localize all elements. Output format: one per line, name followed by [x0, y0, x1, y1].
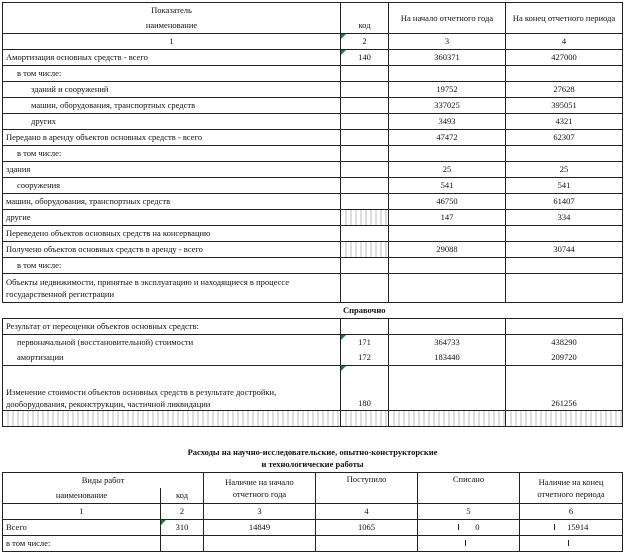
row-code — [341, 66, 389, 82]
header-start: Наличие на начало отчетного года — [204, 473, 316, 504]
row-code — [341, 194, 389, 210]
header-received: Поступило — [316, 473, 418, 504]
table-row — [3, 66, 623, 82]
table-row — [3, 210, 623, 226]
table2-header-row-1 — [3, 473, 623, 489]
row-end: 427000 — [506, 50, 623, 66]
row-start: 47472 — [389, 130, 506, 146]
row-start — [389, 366, 506, 411]
col-number-4: 4 — [506, 34, 623, 50]
row-name: машин, оборудования, транспортных средств — [3, 194, 341, 210]
table-row — [3, 366, 623, 411]
col-number-3: 3 — [389, 34, 506, 50]
row-code — [341, 210, 389, 226]
spacer-row — [3, 411, 623, 427]
table2-number-row — [3, 504, 623, 520]
table-row — [3, 350, 623, 366]
row-start — [389, 258, 506, 274]
row-name: сооружения — [3, 178, 341, 194]
row-name: Всего — [3, 520, 161, 536]
spacer-cell — [341, 411, 389, 427]
row-name: Переведено объектов основных средств на консервацию — [3, 226, 341, 242]
row-end: 27628 — [506, 82, 623, 98]
col-number-3: 3 — [204, 504, 316, 520]
table1-number-row — [3, 34, 623, 50]
row-code — [341, 274, 389, 303]
reference-empty — [389, 303, 506, 319]
row-end: 25 — [506, 162, 623, 178]
fixed-assets-table — [2, 2, 623, 427]
row-code: 171 — [341, 335, 389, 351]
rnd-title-line-2: и технологические работы — [261, 459, 364, 469]
col-number-1: 1 — [3, 34, 341, 50]
table-row — [3, 114, 623, 130]
revaluation-title-row — [3, 319, 623, 335]
row-end — [506, 274, 623, 303]
row-name: в том числе: — [3, 258, 341, 274]
row-end: 261256 — [506, 366, 623, 411]
header-name: наименование — [3, 488, 161, 504]
row-received — [316, 536, 418, 552]
col-number-2: 2 — [341, 34, 389, 50]
row-start: 541 — [389, 178, 506, 194]
row-start: 3493 — [389, 114, 506, 130]
rnd-title-line-1: Расходы на научно-исследовательские, опытно-конструкторские — [187, 447, 438, 457]
reference-empty — [506, 303, 623, 319]
table-row — [3, 178, 623, 194]
row-code — [341, 242, 389, 258]
row-start — [389, 146, 506, 162]
col-number-1: 1 — [3, 504, 161, 520]
header-empty — [341, 3, 389, 19]
row-name: зданий и сооружений — [3, 82, 341, 98]
row-start: 360371 — [389, 50, 506, 66]
row-code — [341, 162, 389, 178]
row-name: других — [3, 114, 341, 130]
row-start: 147 — [389, 210, 506, 226]
row-end-value: 15914 — [567, 522, 589, 532]
row-end — [520, 536, 623, 552]
rnd-expenses-table — [2, 472, 623, 552]
row-code — [341, 130, 389, 146]
row-start — [389, 226, 506, 242]
revaluation-code-empty — [341, 319, 389, 335]
row-end — [520, 520, 623, 536]
row-name: в том числе: — [3, 536, 161, 552]
col-number-6: 6 — [520, 504, 623, 520]
revaluation-end-empty — [506, 319, 623, 335]
table-row — [3, 274, 623, 303]
bracket-mark — [568, 540, 575, 546]
row-name: в том числе: — [3, 146, 341, 162]
table1-header-row-1 — [3, 3, 623, 19]
row-name: здания — [3, 162, 341, 178]
row-end: 4321 — [506, 114, 623, 130]
header-code: код — [161, 488, 204, 504]
row-code — [341, 98, 389, 114]
row-name: амортизации — [3, 350, 341, 366]
row-start: 46750 — [389, 194, 506, 210]
row-end: 61407 — [506, 194, 623, 210]
row-name: Объекты недвижимости, принятые в эксплуатацию и находящиеся в процессе государственной регистрации — [3, 274, 341, 303]
row-end: 438290 — [506, 335, 623, 351]
row-start: 19752 — [389, 82, 506, 98]
table-row — [3, 162, 623, 178]
row-start — [389, 66, 506, 82]
revaluation-start-empty — [389, 319, 506, 335]
table-row — [3, 194, 623, 210]
table-row — [3, 520, 623, 536]
row-end: 334 — [506, 210, 623, 226]
reference-row — [3, 303, 623, 319]
row-code: 310 — [161, 520, 204, 536]
row-end: 395051 — [506, 98, 623, 114]
spacer-cell — [389, 411, 506, 427]
row-start — [389, 274, 506, 303]
row-name: Получено объектов основных средств в аренду - всего — [3, 242, 341, 258]
row-written-off — [418, 520, 520, 536]
header-end: На конец отчетного периода — [506, 3, 623, 34]
table-row — [3, 98, 623, 114]
header-indicator: Показатель — [3, 3, 341, 19]
row-start — [204, 536, 316, 552]
row-code — [341, 226, 389, 242]
header-kinds: Виды работ — [3, 473, 204, 489]
table-row — [3, 146, 623, 162]
row-code: 140 — [341, 50, 389, 66]
row-start: 364733 — [389, 335, 506, 351]
row-code — [341, 146, 389, 162]
row-end — [506, 258, 623, 274]
col-number-4: 4 — [316, 504, 418, 520]
revaluation-title: Результат от переоценки объектов основных средств: — [3, 319, 341, 335]
row-name: другие — [3, 210, 341, 226]
header-end: Наличие на конец отчетного периода — [520, 473, 623, 504]
row-name: Изменение стоимости объектов основных средств в результате достройки, дооборудования, реконструкции, частичной ликвидации — [3, 366, 341, 411]
row-code: 180 — [341, 366, 389, 411]
row-end — [506, 146, 623, 162]
row-start: 337025 — [389, 98, 506, 114]
row-received: 1065 — [316, 520, 418, 536]
row-end: 209720 — [506, 350, 623, 366]
header-code: код — [341, 18, 389, 34]
row-end — [506, 66, 623, 82]
row-start: 25 — [389, 162, 506, 178]
row-end: 30744 — [506, 242, 623, 258]
row-name: машин, оборудования, транспортных средств — [3, 98, 341, 114]
bracket-mark — [465, 540, 472, 546]
header-name: наименование — [3, 18, 341, 34]
table-row — [3, 50, 623, 66]
row-written-off — [418, 536, 520, 552]
row-start: 29088 — [389, 242, 506, 258]
header-start: На начало отчетного года — [389, 3, 506, 34]
col-number-5: 5 — [418, 504, 520, 520]
table-row — [3, 130, 623, 146]
bracket-mark — [554, 524, 561, 530]
table-row — [3, 82, 623, 98]
row-name: Передано в аренду объектов основных средств - всего — [3, 130, 341, 146]
row-code — [341, 258, 389, 274]
row-start: 183440 — [389, 350, 506, 366]
row-end — [506, 226, 623, 242]
header-written-off: Списано — [418, 473, 520, 504]
row-end: 62307 — [506, 130, 623, 146]
row-end: 541 — [506, 178, 623, 194]
row-name: в том числе: — [3, 66, 341, 82]
row-name: Амортизация основных средств - всего — [3, 50, 341, 66]
table-row — [3, 335, 623, 351]
row-written-off-value: 0 — [475, 522, 480, 532]
col-number-2: 2 — [161, 504, 204, 520]
row-code — [341, 114, 389, 130]
spacer-cell — [3, 411, 341, 427]
row-code: 172 — [341, 350, 389, 366]
row-code — [341, 178, 389, 194]
row-code — [341, 82, 389, 98]
rnd-section-title — [0, 446, 625, 470]
row-name: первоначальной (восстановительной) стоимости — [3, 335, 341, 351]
reference-title: Справочно — [3, 303, 389, 319]
row-start: 14849 — [204, 520, 316, 536]
spacer-cell — [506, 411, 623, 427]
bracket-mark — [458, 524, 465, 530]
table-row — [3, 536, 623, 552]
row-code — [161, 536, 204, 552]
table-row — [3, 242, 623, 258]
table-row — [3, 258, 623, 274]
table-row — [3, 226, 623, 242]
